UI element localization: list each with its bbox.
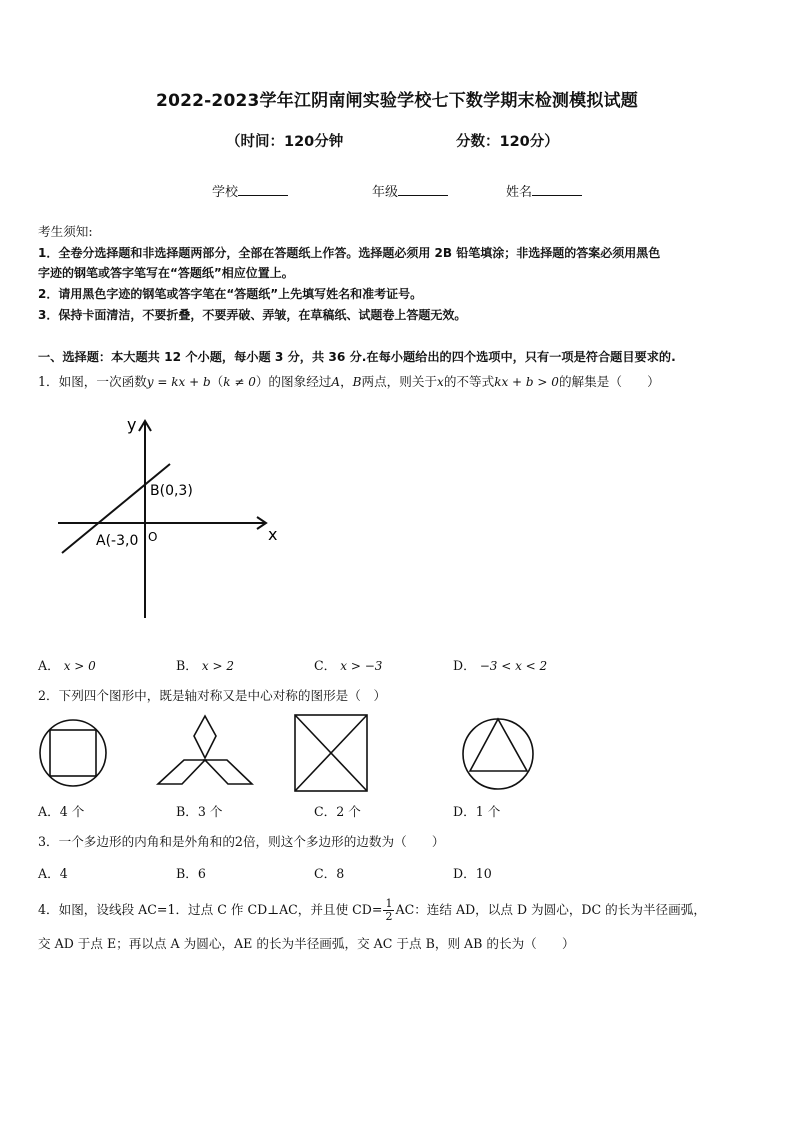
q2-option-d[interactable]: D．1 个 — [453, 804, 501, 819]
name-label: 姓名 — [506, 185, 533, 200]
q1-point-a: A — [331, 375, 341, 389]
grade-field[interactable] — [372, 181, 448, 200]
school-field[interactable] — [212, 181, 288, 200]
figure-circle-triangle — [463, 719, 533, 789]
q1-option-d[interactable] — [453, 655, 547, 674]
q1-text-4: 两点，则关于 — [361, 374, 438, 389]
q2-option-b[interactable]: B．3 个 — [176, 804, 223, 819]
q1-sep: ， — [340, 374, 353, 389]
exam-score: 分数：120分） — [456, 134, 559, 150]
q2-option-a[interactable]: A．4 个 — [38, 804, 85, 819]
q1-inequality: kx + b > 0 — [494, 375, 559, 389]
point-a-label: A(-3,0 — [96, 533, 139, 549]
q1-option-c[interactable] — [314, 655, 382, 674]
q1-option-a[interactable] — [38, 655, 96, 674]
question-1-stem — [38, 372, 660, 392]
origin-label: O — [148, 530, 158, 544]
y-axis-label: y — [127, 415, 137, 434]
q1-text-3: ）的图象经过 — [255, 374, 332, 389]
option-math: x > −3 — [340, 659, 383, 673]
option-letter: B． — [176, 658, 198, 673]
q1-variable: x — [437, 375, 444, 389]
page-title: 2022-2023学年江阴南闸实验学校七下数学期末检测模拟试题 — [156, 91, 638, 111]
name-field[interactable] — [506, 181, 582, 200]
q1-text-2: （ — [210, 374, 224, 389]
option-math: x > 0 — [63, 659, 96, 673]
q4-text-1: 4．如图，设线段 AC=1．过点 C 作 CD⊥AC，并且使 CD= — [38, 902, 383, 917]
q2-option-c[interactable]: C．2 个 — [314, 804, 361, 819]
q1-point-b: B — [352, 375, 362, 389]
notice-item-1-line-2: 字迹的钢笔或答字笔写在“答题纸”相应位置上。 — [38, 266, 294, 280]
option-letter: A． — [38, 658, 60, 673]
point-b-label: B(0,3) — [150, 483, 193, 499]
school-blank[interactable] — [238, 183, 288, 196]
q1-function-graph — [0, 400, 320, 630]
q1-condition: k ≠ 0 — [223, 375, 256, 389]
figure-square-diagonals — [295, 715, 367, 791]
exam-time: （时间：120分钟 — [226, 134, 344, 150]
q3-option-a[interactable]: A．4 — [38, 866, 68, 881]
grade-blank[interactable] — [398, 183, 448, 196]
question-2-stem: 2．下列四个图形中，既是轴对称又是中心对称的图形是（ ） — [38, 688, 387, 703]
fraction-denominator: 2 — [385, 910, 393, 923]
x-axis-label: x — [268, 525, 278, 544]
notice-item-1-line-1: 1．全卷分选择题和非选择题两部分，全部在答题纸上作答。选择题必须用 2B 铅笔填涂；非选择题的答案必须用黑色 — [38, 246, 661, 260]
q1-text-1: 1．如图，一次函数 — [38, 374, 147, 389]
q1-equation: y = kx + b — [146, 375, 211, 389]
q1-text-6: 的解集是（ ） — [558, 374, 660, 389]
option-math: x > 2 — [201, 659, 234, 673]
question-3-stem — [38, 832, 444, 852]
q2-figures — [0, 708, 560, 798]
option-letter: D． — [453, 658, 476, 673]
q1-option-b[interactable] — [176, 655, 234, 674]
q3-text-1: 3．一个多边形的内角和是外角和的 — [38, 834, 235, 849]
notice-item-2: 2．请用黑色字迹的钢笔或答字笔在“答题纸”上先填写姓名和准考证号。 — [38, 287, 423, 301]
question-4-line-1 — [38, 898, 706, 923]
q3-text-2: 倍，则这个多边形的边数为（ ） — [242, 834, 445, 849]
q3-option-c[interactable]: C．8 — [314, 866, 345, 881]
option-math: −3 < x < 2 — [479, 659, 548, 673]
q3-option-b[interactable]: B．6 — [176, 866, 206, 881]
notice-item-3: 3．保持卡面清洁，不要折叠，不要弄破、弄皱，在草稿纸、试题卷上答题无效。 — [38, 308, 467, 322]
q1-text-5: 的不等式 — [443, 374, 495, 389]
figure-circle-square — [40, 720, 106, 786]
grade-label: 年级 — [372, 185, 399, 200]
notice-heading: 考生须知: — [38, 224, 93, 239]
question-4-line-2: 交 AD 于点 E；再以点 A 为圆心，AE 的长为半径画弧，交 AC 于点 B，则 AB 的长为（ ） — [38, 936, 575, 951]
name-blank[interactable] — [532, 183, 582, 196]
option-letter: C． — [314, 658, 337, 673]
q3-option-d[interactable]: D．10 — [453, 866, 492, 881]
section-1-heading: 一、选择题：本大题共 12 个小题，每小题 3 分，共 36 分.在每小题给出的四个选项中，只有一项是符合题目要求的. — [38, 350, 676, 364]
q4-fraction — [383, 898, 394, 923]
q4-text-2: AC：连结 AD，以点 D 为圆心，DC 的长为半径画弧， — [395, 902, 706, 917]
figure-three-rhombi — [158, 716, 252, 784]
q3-number: 2 — [234, 834, 243, 849]
school-label: 学校 — [212, 185, 239, 200]
fraction-numerator: 1 — [385, 897, 393, 910]
